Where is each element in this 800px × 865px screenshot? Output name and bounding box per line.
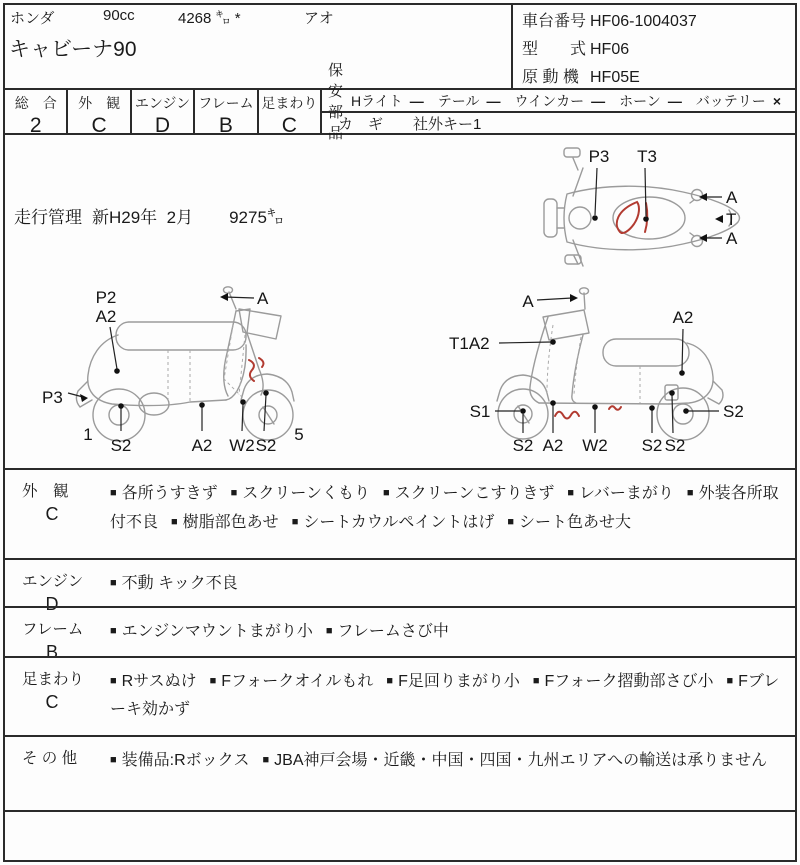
model-code-row	[522, 36, 629, 59]
damage-code-t1a2: T1A2	[449, 334, 490, 353]
section-conditions	[110, 617, 781, 646]
damage-code-a2-top: A2	[95, 307, 117, 326]
mileage-value: 4268 ㌔ *	[178, 10, 241, 27]
bullet-square-icon: ■	[532, 675, 540, 687]
model-code-label: 型 式	[522, 41, 587, 58]
section-engine	[5, 558, 795, 614]
bullet-square-icon: ■	[567, 487, 575, 499]
damage-mark-floor	[555, 406, 621, 418]
damage-code-p3: P3	[42, 388, 63, 407]
bullet-square-icon: ■	[686, 487, 694, 499]
bullet-square-icon: ■	[726, 675, 734, 687]
bullet-square-icon: ■	[110, 487, 117, 499]
mileage-mgmt-label: 走行管理	[14, 208, 82, 227]
safety-item-horn: ホーン —	[619, 92, 682, 109]
damage-code-s2-rear: S2	[110, 436, 132, 455]
bullet-square-icon: ■	[110, 625, 117, 637]
bullet-square-icon: ■	[209, 675, 217, 687]
safety-parts-title: 保安部品	[328, 61, 344, 142]
section-grade: C	[45, 692, 59, 712]
damage-code-a-top: A	[726, 188, 738, 207]
condition-item: ■ Fフォーク摺動部さび小	[532, 673, 714, 690]
section-label: フレーム	[22, 621, 84, 638]
safety-item-battery: バッテリー ×	[695, 92, 781, 109]
diagram-number-1: 1	[83, 425, 93, 444]
section-other	[5, 735, 795, 810]
damage-code-a2-floor: A2	[191, 436, 213, 455]
section-label: 足まわり	[22, 671, 85, 688]
damage-code-a-mirror: A	[257, 289, 269, 308]
section-label: エンジン	[22, 573, 84, 590]
panel-seam-lines	[547, 325, 640, 403]
top-view-leaders	[592, 168, 723, 242]
damage-code-w2: W2	[582, 436, 608, 455]
bullet-square-icon: ■	[291, 516, 299, 528]
condition-item: ■ 外装各所取付不良	[110, 485, 779, 531]
bullet-square-icon: ■	[507, 516, 515, 528]
vehicle-id-box	[511, 3, 799, 89]
bullet-square-icon: ■	[110, 577, 117, 589]
section-frame	[5, 606, 795, 662]
damage-code-w2: W2	[229, 436, 255, 455]
damage-mark-seat-tear	[617, 202, 647, 233]
scooter-right-side-diagram	[435, 283, 745, 463]
engine-code-value: HF05E	[590, 69, 640, 86]
condition-item: ■ 装備品:Rボックス	[110, 752, 250, 769]
condition-item: ■ 各所うすきず	[110, 485, 218, 502]
bullet-square-icon: ■	[110, 754, 117, 766]
damage-code-s2-mid2: S2	[664, 436, 686, 455]
damage-code-s2-front: S2	[255, 436, 277, 455]
safety-item-tail: テール —	[437, 92, 501, 109]
condition-item: ■ 不動 キック不良	[110, 575, 238, 592]
bullet-square-icon: ■	[325, 625, 333, 637]
bullet-square-icon: ■	[230, 487, 238, 499]
damage-code-s1: S1	[469, 402, 491, 421]
engine-code-row	[522, 64, 640, 87]
model-code-value: HF06	[590, 41, 630, 58]
color-code: アオ	[304, 10, 334, 27]
odometer-reading: 9275㌔	[229, 208, 284, 227]
condition-item: ■ Fフォークオイルもれ	[209, 673, 374, 690]
condition-item: ■ スクリーンくもり	[230, 485, 371, 502]
scooter-left-side-diagram	[40, 283, 340, 463]
panel-seam-lines	[168, 325, 245, 401]
grade-label: 外 観	[78, 95, 121, 111]
condition-item: ■ フレームさび中	[325, 623, 449, 640]
damage-code-t: T	[726, 210, 737, 229]
section-exterior	[5, 468, 795, 558]
grade-value: B	[218, 114, 233, 137]
damage-code-s2-front: S2	[512, 436, 534, 455]
grade-cell-engine	[132, 90, 195, 137]
mileage-management-note	[14, 203, 294, 228]
grade-value: D	[154, 114, 171, 137]
grade-label: 総 合	[14, 95, 57, 111]
bullet-square-icon: ■	[383, 487, 390, 499]
section-conditions	[110, 569, 781, 598]
chassis-no-row	[522, 8, 697, 31]
key-label: カ ギ	[338, 116, 384, 133]
right-view-damage-codes	[449, 292, 744, 455]
section-grade: C	[45, 504, 59, 524]
key-value: 社外キー1	[413, 116, 482, 133]
section-grade: B	[45, 642, 58, 662]
bullet-square-icon: ■	[171, 516, 178, 528]
damage-code-s2-rear: S2	[723, 402, 744, 421]
model-name: キャビーナ90	[9, 38, 137, 61]
section-conditions	[110, 746, 781, 775]
section-grade: D	[45, 594, 59, 614]
section-label: 外 観	[22, 483, 69, 500]
chassis-no-label: 車台番号	[522, 13, 587, 30]
condition-item: ■ F足回りまがり小	[386, 673, 520, 690]
section-undercarriage	[5, 656, 795, 735]
section-conditions	[110, 479, 781, 537]
chassis-no-value: HF06-1004037	[590, 13, 697, 30]
bullet-square-icon: ■	[110, 675, 117, 687]
damage-code-s2-mid: S2	[641, 436, 663, 455]
grade-cell-overall	[5, 90, 68, 137]
diagram-number-5: 5	[294, 425, 304, 444]
condition-item: ■ 樹脂部色あせ	[171, 514, 279, 531]
condition-item: ■ JBA神戸会場・近畿・中国・四国・九州エリアへの輸送は承りません	[262, 752, 768, 769]
grade-label: 足まわり	[261, 95, 318, 111]
condition-item: ■ エンジンマウントまがり小	[110, 623, 313, 640]
maker-name: ホンダ	[10, 10, 55, 27]
damage-code-a-mirror: A	[522, 292, 534, 311]
condition-item: ■ レバーまがり	[567, 485, 674, 502]
grade-label: エンジン	[134, 95, 191, 111]
damage-code-a2-rear: A2	[672, 308, 694, 327]
engine-code-label: 原 動 機	[522, 69, 579, 86]
registration-date: 新H29年 2月	[92, 208, 194, 227]
damage-code-p3: P3	[588, 147, 610, 166]
condition-item: ■ シート色あせ大	[507, 514, 632, 531]
grade-cell-exterior	[68, 90, 131, 137]
grade-label: フレーム	[198, 95, 254, 111]
condition-item: ■ スクリーンこすりきず	[383, 485, 555, 502]
grade-value: C	[91, 114, 107, 137]
condition-item: ■ Rサスぬけ	[110, 673, 197, 690]
section-empty	[5, 810, 795, 860]
grade-value: C	[281, 114, 297, 137]
damage-code-a2-floor: A2	[542, 436, 564, 455]
grade-cell-frame	[195, 90, 258, 137]
section-conditions	[110, 667, 781, 724]
key-row	[322, 113, 795, 134]
displacement: 90cc	[103, 7, 135, 24]
damage-code-t3: T3	[637, 147, 657, 166]
bullet-square-icon: ■	[262, 754, 270, 766]
scooter-top-view-diagram	[533, 142, 798, 270]
damage-code-p2: P2	[95, 288, 117, 307]
safety-item-winker: ウインカー —	[514, 92, 606, 109]
safety-item-headlight: Hライト —	[351, 92, 424, 109]
damage-code-a-bottom: A	[726, 229, 738, 248]
bullet-square-icon: ■	[386, 675, 394, 687]
grade-cell-undercarriage	[259, 90, 322, 137]
section-label: そ の 他	[22, 750, 78, 767]
condition-item: ■ Fブレーキ効かず	[110, 673, 780, 718]
condition-item: ■ シートカウルペイントはげ	[291, 514, 495, 531]
grade-value: 2	[29, 114, 42, 137]
